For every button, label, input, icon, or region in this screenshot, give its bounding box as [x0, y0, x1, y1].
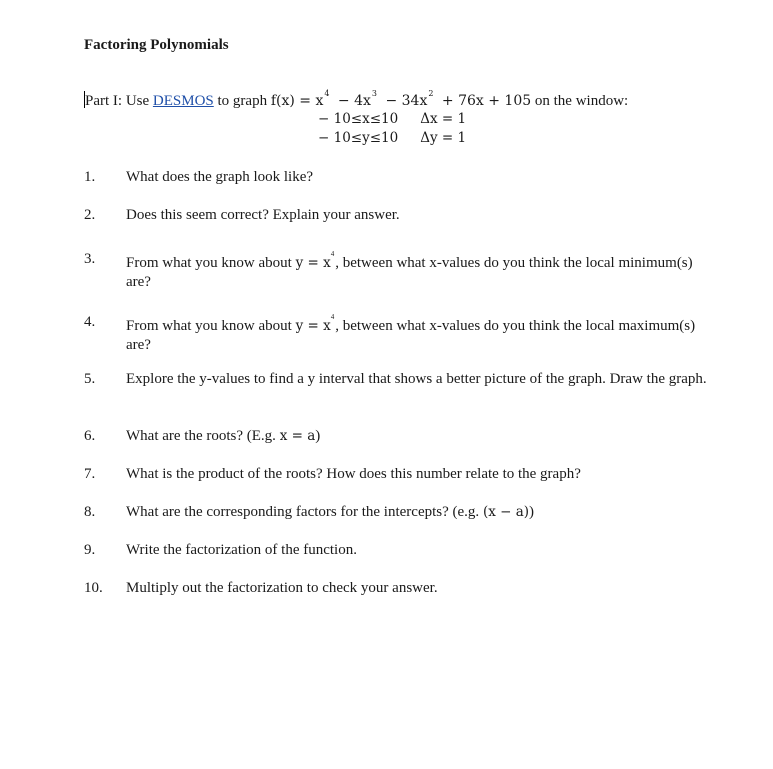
question-text-post: ): [529, 504, 535, 520]
question-number: 1.: [84, 169, 96, 185]
question-text-post: , between what x-values do you think the local maximum(s) are?: [126, 318, 696, 353]
y-step: Δy = 1: [420, 130, 467, 146]
question-text: [126, 427, 716, 446]
function-term4: + 76x + 105: [437, 93, 532, 109]
x-step: Δx = 1: [420, 111, 467, 127]
question-text: [126, 503, 716, 522]
question-number: 3.: [84, 251, 96, 267]
y-window-line: [318, 130, 466, 146]
question-exponent: 4: [330, 250, 335, 258]
question-text: Explore the y-values to find a y interval that shows a better picture of the graph. Draw the graph.: [126, 371, 707, 387]
question-number: 7.: [84, 466, 96, 482]
question-text-pre: What are the corresponding factors for the intercepts? (e.g.: [126, 504, 483, 520]
question-number: 9.: [84, 542, 96, 558]
question-math: x = a: [279, 428, 316, 444]
question-text-pre: From what you know about: [126, 255, 296, 271]
exponent-4: 4: [324, 89, 330, 99]
function-term3: − 34x: [381, 93, 428, 109]
question-text-post: , between what x-values do you think the local minimum(s) are?: [126, 255, 693, 290]
question-text: Multiply out the factorization to check your answer.: [126, 580, 438, 596]
question-number: 6.: [84, 428, 96, 444]
desmos-link[interactable]: DESMOS: [152, 93, 214, 109]
intro-prefix: Part I: Use: [85, 93, 153, 109]
question-exponent: 4: [330, 313, 335, 321]
question-number: 5.: [84, 371, 96, 387]
question-number: 2.: [84, 207, 96, 223]
question-text-pre: From what you know about: [126, 318, 296, 334]
x-window-line: [318, 111, 466, 127]
y-window: − 10≤y≤10: [318, 130, 399, 146]
function-lhs: f(x) = x: [270, 93, 324, 109]
part-one-intro: [84, 91, 628, 110]
function-term2: − 4x: [333, 93, 371, 109]
document-title: Factoring Polynomials: [84, 37, 229, 53]
question-text: What is the product of the roots? How does this number relate to the graph?: [126, 466, 581, 482]
exponent-2: 2: [428, 89, 434, 99]
question-text-post: ): [315, 428, 321, 444]
question-math: y = x: [295, 318, 331, 334]
question-text: What does the graph look like?: [126, 169, 314, 185]
exponent-3: 3: [371, 89, 377, 99]
question-number: 8.: [84, 504, 96, 520]
question-text: Write the factorization of the function.: [126, 542, 357, 558]
intro-mid: to graph: [213, 93, 271, 109]
question-number: 4.: [84, 314, 96, 330]
question-text: [126, 313, 716, 355]
question-text-pre: What are the roots? (E.g.: [126, 428, 280, 444]
x-window: − 10≤x≤10: [318, 111, 399, 127]
intro-suffix: on the window:: [531, 93, 629, 109]
function-equation: [270, 89, 532, 109]
question-text: [126, 250, 716, 292]
question-number: 10.: [84, 580, 103, 596]
question-text: Does this seem correct? Explain your answer.: [126, 207, 400, 223]
question-math: (x − a): [482, 504, 530, 520]
question-math: y = x: [295, 255, 331, 271]
